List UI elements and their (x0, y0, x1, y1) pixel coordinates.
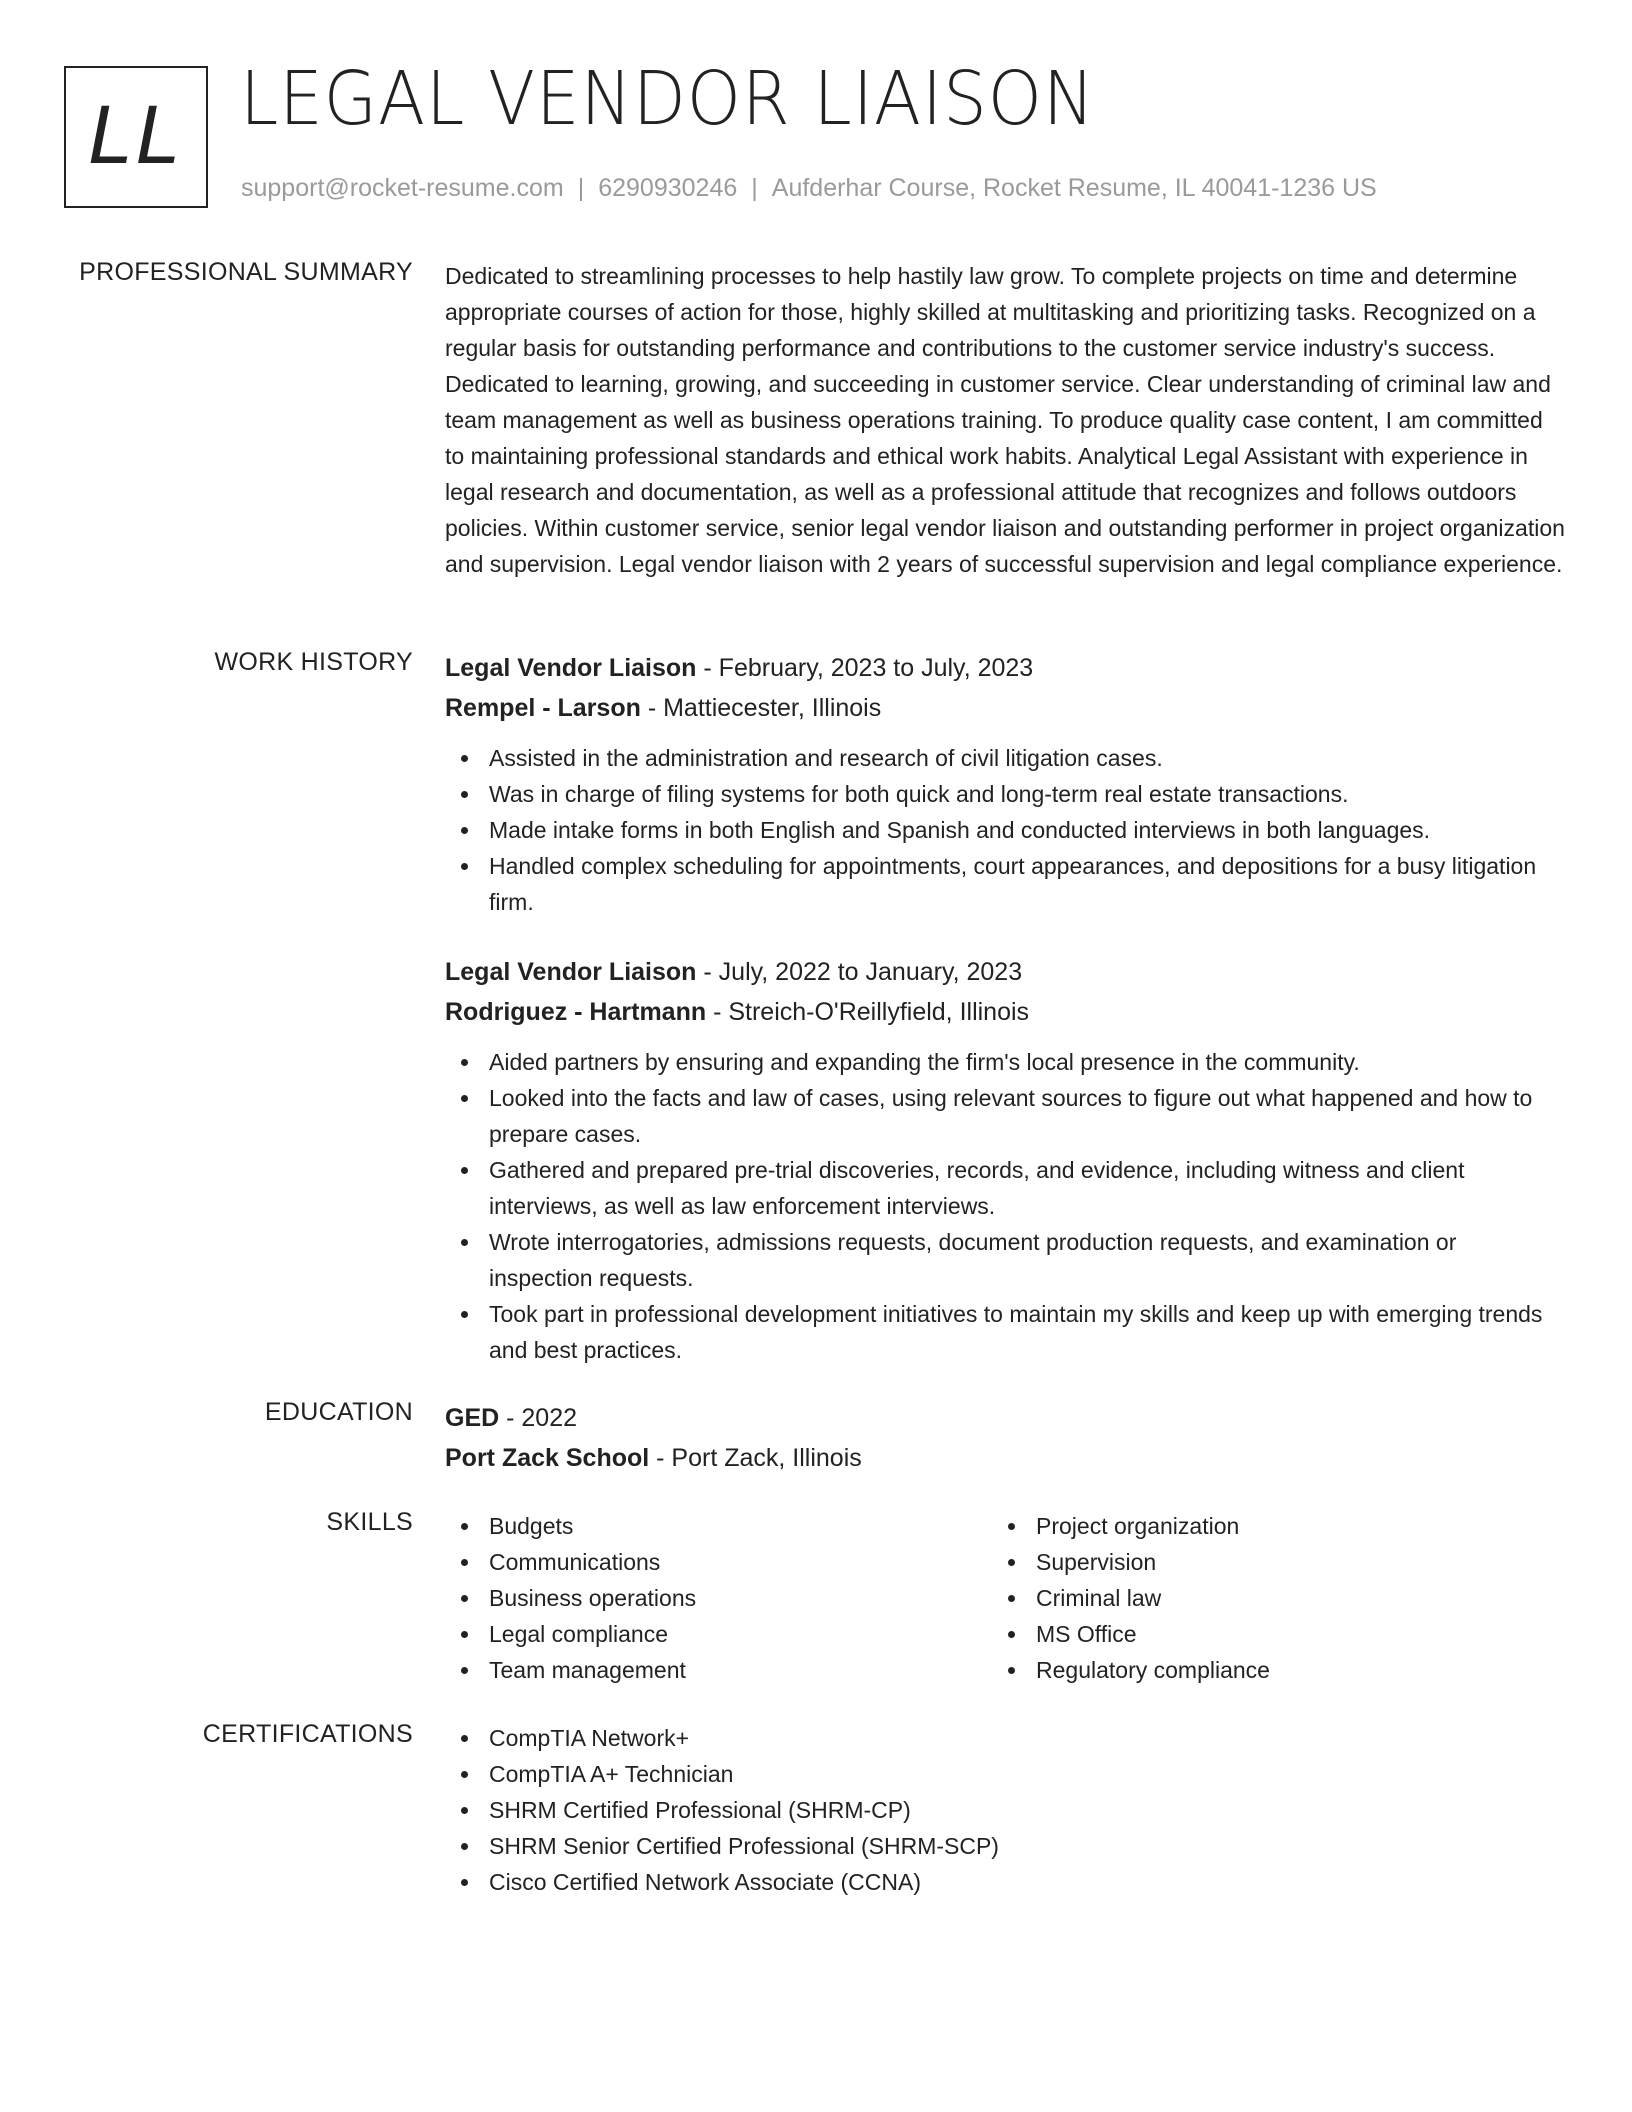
job-company: Rodriguez - Hartmann (445, 998, 707, 1026)
job-entry (445, 648, 1565, 920)
job-role: Legal Vendor Liaison (445, 654, 697, 682)
contact-email[interactable]: support@rocket-resume.com (241, 174, 564, 202)
list-item: SHRM Certified Professional (SHRM-CP) (445, 1792, 1565, 1828)
contact-address: Aufderhar Course, Rocket Resume, IL 40041-1236 US (771, 174, 1377, 202)
list-item: CompTIA A+ Technician (445, 1756, 1565, 1792)
skills-columns (445, 1508, 1565, 1688)
certifications-list (445, 1720, 1565, 1900)
list-item: Business operations (445, 1580, 992, 1616)
list-item: Regulatory compliance (992, 1652, 1539, 1688)
contact-separator: | (751, 174, 758, 202)
education-heading: EDUCATION (264, 1398, 413, 1426)
summary-text: Dedicated to streamlining processes to help hastily law grow. To complete projects on time and determine appropriate courses of action for those, highly skilled at multitasking and prioritizing tasks. Recognized on a regular basis for outstanding performance and contributions to the customer service industry's success. Dedicated to learning, growing, and succeeding in customer service. Clear understanding of criminal law and team management as well as business operations training. To produce quality case content, I am committed to maintaining professional standards and ethical work habits. Analytical Legal Assistant with experience in legal research and documentation, as well as a professional attitude that recognizes and follows outdoors policies. Within customer service, senior legal vendor liaison and outstanding performer in project organization and supervision. Legal vendor liaison with 2 years of successful supervision and legal compliance experience. (445, 263, 1565, 577)
list-item: Was in charge of filing systems for both quick and long-term real estate transactions. (445, 776, 1565, 812)
summary-heading: PROFESSIONAL SUMMARY (79, 258, 413, 286)
list-item: MS Office (992, 1616, 1539, 1652)
list-item: Cisco Certified Network Associate (CCNA) (445, 1864, 1565, 1900)
job-bullets (445, 1044, 1565, 1368)
contact-line (241, 174, 1377, 203)
job-title-line (445, 952, 1565, 992)
job-dates: - July, 2022 to January, 2023 (696, 958, 1023, 986)
list-item: Supervision (992, 1544, 1539, 1580)
certifications-entry (445, 1720, 1565, 1900)
job-company-line (445, 688, 1565, 728)
education-school-line (445, 1438, 1565, 1478)
education-degree: GED (445, 1404, 500, 1432)
education-degree-line (445, 1398, 1565, 1438)
list-item: Criminal law (992, 1580, 1539, 1616)
list-item: Communications (445, 1544, 992, 1580)
candidate-name: LEGAL VENDOR LIAISON (240, 56, 1096, 142)
list-item: Legal compliance (445, 1616, 992, 1652)
job-dates: - February, 2023 to July, 2023 (696, 654, 1034, 682)
list-item: Team management (445, 1652, 992, 1688)
skills-list-right (992, 1508, 1539, 1688)
skills-heading: SKILLS (326, 1508, 413, 1536)
education-entry (445, 1398, 1565, 1478)
job-entry (445, 952, 1565, 1368)
job-title-line (445, 648, 1565, 688)
education-location: - Port Zack, Illinois (649, 1444, 862, 1472)
list-item: CompTIA Network+ (445, 1720, 1565, 1756)
education-year: - 2022 (499, 1404, 578, 1432)
monogram-logo: LL (64, 66, 208, 208)
certifications-heading: CERTIFICATIONS (202, 1720, 413, 1748)
list-item: Made intake forms in both English and Spanish and conducted interviews in both languages. (445, 812, 1565, 848)
work-history-heading: WORK HISTORY (214, 648, 413, 676)
job-location: - Streich-O'Reillyfield, Illinois (706, 998, 1030, 1026)
job-location: - Mattiecester, Illinois (640, 694, 882, 722)
list-item: Gathered and prepared pre-trial discoveries, records, and evidence, including witness and client interviews, as well as law enforcement interviews. (445, 1152, 1565, 1224)
list-item: Handled complex scheduling for appointments, court appearances, and depositions for a busy litigation firm. (445, 848, 1565, 920)
education-school: Port Zack School (445, 1444, 650, 1472)
contact-phone[interactable]: 6290930246 (598, 174, 738, 202)
skills-list-left (445, 1508, 992, 1688)
contact-separator: | (577, 174, 585, 202)
job-role: Legal Vendor Liaison (445, 958, 697, 986)
job-company: Rempel - Larson (445, 694, 641, 722)
list-item: Took part in professional development initiatives to maintain my skills and keep up with emerging trends and best practices. (445, 1296, 1565, 1368)
list-item: Wrote interrogatories, admissions requests, document production requests, and examination or inspection requests. (445, 1224, 1565, 1296)
list-item: Assisted in the administration and research of civil litigation cases. (445, 740, 1565, 776)
list-item: Looked into the facts and law of cases, using relevant sources to figure out what happened and how to prepare cases. (445, 1080, 1565, 1152)
job-company-line (445, 992, 1565, 1032)
list-item: Project organization (992, 1508, 1539, 1544)
list-item: Aided partners by ensuring and expanding the firm's local presence in the community. (445, 1044, 1565, 1080)
list-item: SHRM Senior Certified Professional (SHRM-SCP) (445, 1828, 1565, 1864)
list-item: Budgets (445, 1508, 992, 1544)
job-bullets (445, 740, 1565, 920)
